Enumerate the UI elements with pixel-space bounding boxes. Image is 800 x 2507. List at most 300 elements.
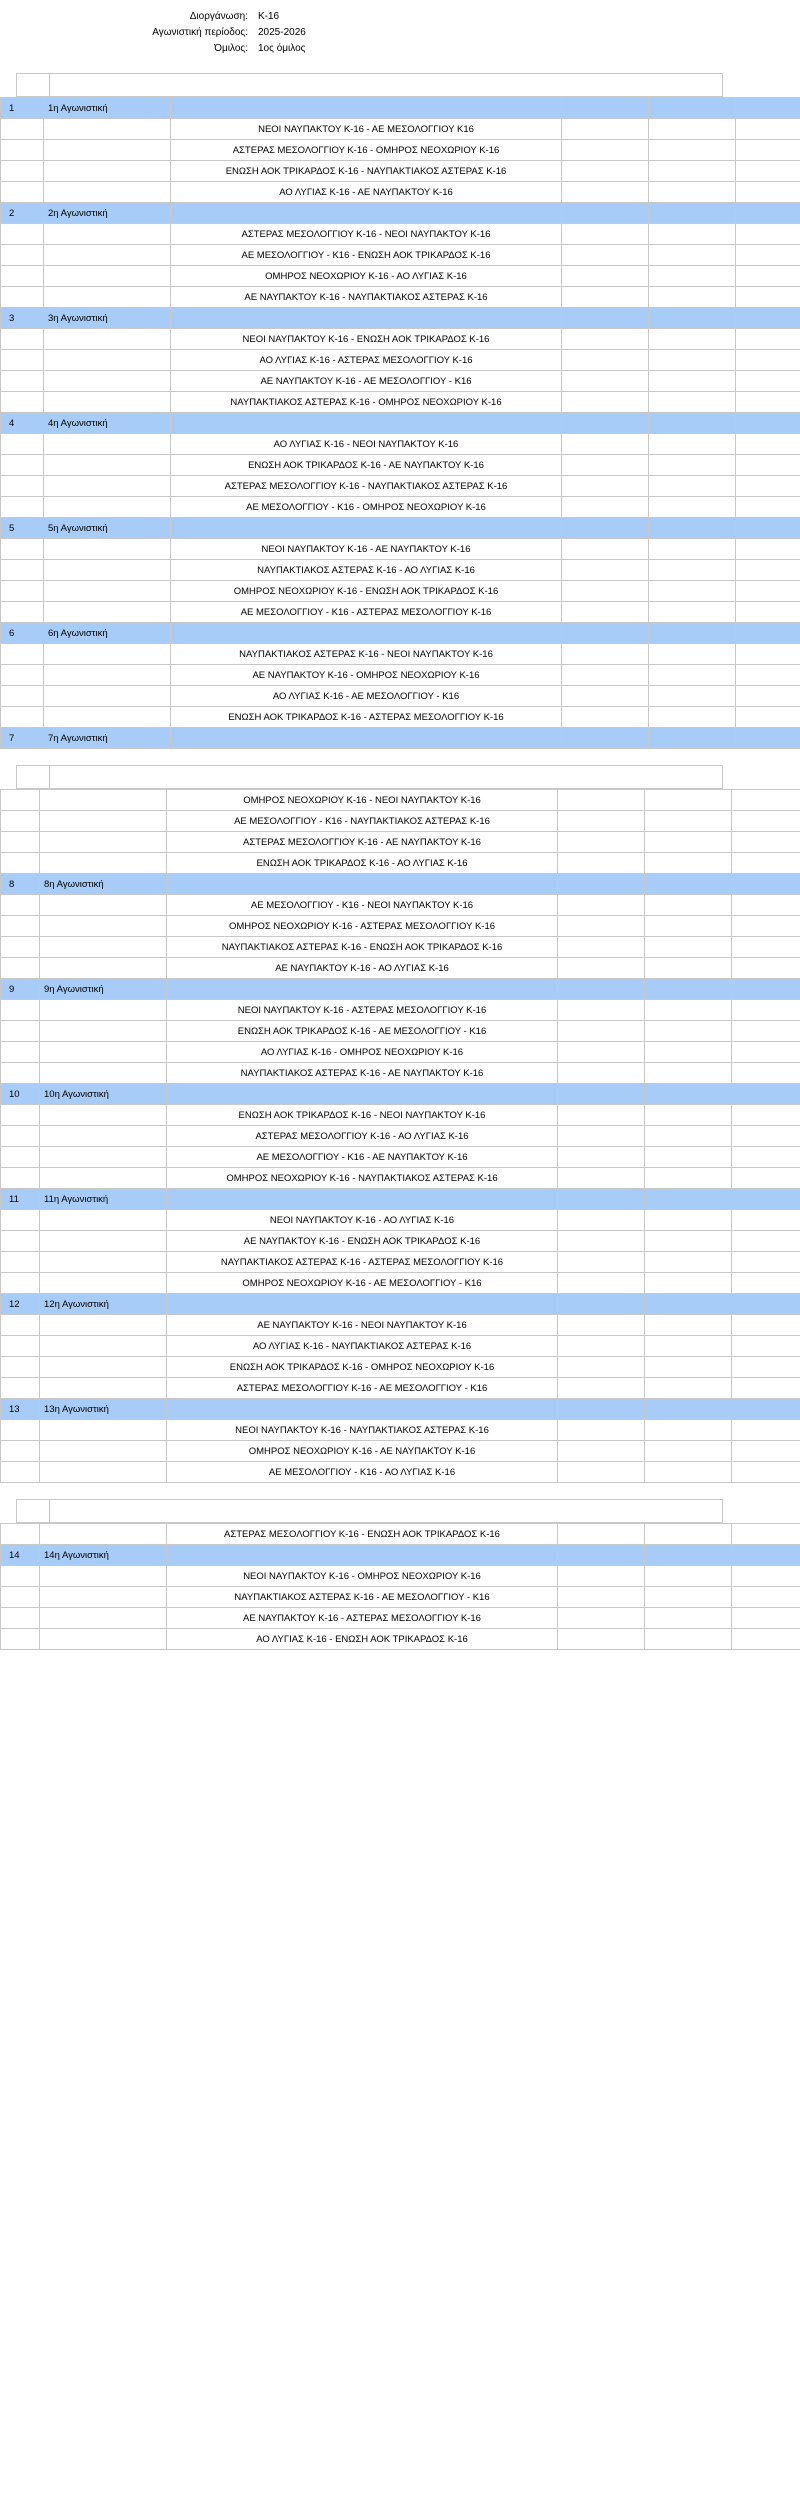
match-date-cell <box>40 958 167 979</box>
match-extra-cell <box>645 1021 732 1042</box>
round-header-row <box>1 874 800 895</box>
match-index-cell <box>1 455 44 476</box>
match-date-cell <box>40 1231 167 1252</box>
match-index-cell <box>1 1042 40 1063</box>
match-row <box>1 497 800 518</box>
round-filler-cell <box>649 413 736 434</box>
round-filler-cell <box>167 1189 558 1210</box>
round-filler-cell <box>562 623 649 644</box>
match-extra-cell <box>558 1231 645 1252</box>
match-teams: ΑΣΤΕΡΑΣ ΜΕΣΟΛΟΓΓΙΟΥ Κ-16 - ΟΜΗΡΟΣ ΝΕΟΧΩΡΙΟΥ Κ-16 <box>171 140 562 161</box>
match-index-cell <box>1 1441 40 1462</box>
match-extra-cell <box>736 434 800 455</box>
round-filler-cell <box>558 1399 645 1420</box>
match-index-cell <box>1 958 40 979</box>
match-index-cell <box>1 1357 40 1378</box>
match-row <box>1 1420 800 1441</box>
match-index-cell <box>1 350 44 371</box>
match-extra-cell <box>562 224 649 245</box>
match-teams: ΝΑΥΠΑΚΤΙΑΚΟΣ ΑΣΤΕΡΑΣ Κ-16 - ΑΟ ΛΥΓΙΑΣ Κ-16 <box>171 560 562 581</box>
match-index-cell <box>1 119 44 140</box>
match-extra-cell <box>649 119 736 140</box>
match-index-cell <box>1 140 44 161</box>
match-date-cell <box>44 371 171 392</box>
round-number: 11 <box>1 1189 40 1210</box>
match-extra-cell <box>736 266 800 287</box>
match-extra-cell <box>736 350 800 371</box>
match-date-cell <box>40 1168 167 1189</box>
round-header-row <box>1 308 800 329</box>
round-label: 11η Αγωνιστική <box>40 1189 167 1210</box>
match-extra-cell <box>649 560 736 581</box>
match-extra-cell <box>558 1524 645 1545</box>
match-extra-cell <box>649 434 736 455</box>
block-banner <box>16 765 723 789</box>
meta-row-season <box>0 25 800 41</box>
match-extra-cell <box>558 1042 645 1063</box>
match-index-cell <box>1 1378 40 1399</box>
match-row <box>1 665 800 686</box>
match-index-cell <box>1 1126 40 1147</box>
match-teams: ΟΜΗΡΟΣ ΝΕΟΧΩΡΙΟΥ Κ-16 - ΑΕ ΝΑΥΠΑΚΤΟΥ Κ-16 <box>167 1441 558 1462</box>
match-extra-cell <box>732 1608 800 1629</box>
match-row <box>1 476 800 497</box>
match-extra-cell <box>649 245 736 266</box>
match-extra-cell <box>732 1441 800 1462</box>
match-index-cell <box>1 895 40 916</box>
match-extra-cell <box>558 1147 645 1168</box>
match-extra-cell <box>732 1524 800 1545</box>
match-date-cell <box>40 1336 167 1357</box>
match-index-cell <box>1 497 44 518</box>
match-row <box>1 392 800 413</box>
match-extra-cell <box>649 581 736 602</box>
match-row <box>1 329 800 350</box>
match-index-cell <box>1 1524 40 1545</box>
fixture-table <box>0 1523 800 1650</box>
match-date-cell <box>40 1420 167 1441</box>
match-row <box>1 539 800 560</box>
match-index-cell <box>1 329 44 350</box>
match-index-cell <box>1 266 44 287</box>
match-teams: ΑΣΤΕΡΑΣ ΜΕΣΟΛΟΓΓΙΟΥ Κ-16 - ΝΕΟΙ ΝΑΥΠΑΚΤΟΥ Κ-16 <box>171 224 562 245</box>
round-filler-cell <box>645 1084 732 1105</box>
match-index-cell <box>1 1608 40 1629</box>
round-filler-cell <box>167 1084 558 1105</box>
match-extra-cell <box>562 266 649 287</box>
round-label: 1η Αγωνιστική <box>44 98 171 119</box>
match-date-cell <box>40 1042 167 1063</box>
match-extra-cell <box>562 455 649 476</box>
round-filler-cell <box>171 308 562 329</box>
match-extra-cell <box>645 916 732 937</box>
match-extra-cell <box>732 937 800 958</box>
round-filler-cell <box>732 1084 800 1105</box>
round-header-row <box>1 1189 800 1210</box>
match-row <box>1 895 800 916</box>
match-extra-cell <box>736 581 800 602</box>
match-extra-cell <box>558 1336 645 1357</box>
match-row <box>1 371 800 392</box>
match-date-cell <box>40 1147 167 1168</box>
fixture-blocks <box>0 73 800 1666</box>
match-extra-cell <box>558 1210 645 1231</box>
match-date-cell <box>40 916 167 937</box>
match-teams: ΟΜΗΡΟΣ ΝΕΟΧΩΡΙΟΥ Κ-16 - ΑΕ ΜΕΣΟΛΟΓΓΙΟΥ - Κ16 <box>167 1273 558 1294</box>
round-number: 5 <box>1 518 44 539</box>
round-filler-cell <box>562 413 649 434</box>
round-filler-cell <box>562 308 649 329</box>
match-row <box>1 245 800 266</box>
match-extra-cell <box>732 895 800 916</box>
match-teams: ΑΕ ΝΑΥΠΑΚΤΟΥ Κ-16 - ΝΑΥΠΑΚΤΙΑΚΟΣ ΑΣΤΕΡΑΣ Κ-16 <box>171 287 562 308</box>
match-extra-cell <box>562 644 649 665</box>
match-extra-cell <box>558 958 645 979</box>
round-number: 3 <box>1 308 44 329</box>
match-teams: ΟΜΗΡΟΣ ΝΕΟΧΩΡΙΟΥ Κ-16 - ΕΝΩΣΗ ΑΟΚ ΤΡΙΚΑΡΔΟΣ Κ-16 <box>171 581 562 602</box>
match-extra-cell <box>558 1252 645 1273</box>
match-extra-cell <box>732 1021 800 1042</box>
match-teams: ΝΕΟΙ ΝΑΥΠΑΚΤΟΥ Κ-16 - ΑΕ ΝΑΥΠΑΚΤΟΥ Κ-16 <box>171 539 562 560</box>
round-header-row <box>1 1399 800 1420</box>
meta-label-group: Όμιλος: <box>214 43 248 54</box>
round-number: 12 <box>1 1294 40 1315</box>
match-teams: ΑΕ ΝΑΥΠΑΚΤΟΥ Κ-16 - ΝΕΟΙ ΝΑΥΠΑΚΤΟΥ Κ-16 <box>167 1315 558 1336</box>
match-date-cell <box>44 602 171 623</box>
match-extra-cell <box>562 182 649 203</box>
match-index-cell <box>1 707 44 728</box>
match-index-cell <box>1 1273 40 1294</box>
match-extra-cell <box>645 1378 732 1399</box>
round-filler-cell <box>645 1545 732 1566</box>
match-extra-cell <box>558 1587 645 1608</box>
round-filler-cell <box>171 203 562 224</box>
round-filler-cell <box>736 203 800 224</box>
match-index-cell <box>1 1000 40 1021</box>
match-row <box>1 707 800 728</box>
match-index-cell <box>1 1336 40 1357</box>
match-extra-cell <box>736 560 800 581</box>
round-header-row <box>1 1084 800 1105</box>
match-extra-cell <box>732 1042 800 1063</box>
match-date-cell <box>40 895 167 916</box>
round-filler-cell <box>562 518 649 539</box>
match-date-cell <box>40 811 167 832</box>
match-extra-cell <box>736 392 800 413</box>
match-date-cell <box>40 1063 167 1084</box>
match-date-cell <box>44 665 171 686</box>
round-number: 4 <box>1 413 44 434</box>
match-row <box>1 644 800 665</box>
match-teams: ΑΕ ΝΑΥΠΑΚΤΟΥ Κ-16 - ΑΟ ΛΥΓΙΑΣ Κ-16 <box>167 958 558 979</box>
match-extra-cell <box>558 1126 645 1147</box>
match-teams: ΝΕΟΙ ΝΑΥΠΑΚΤΟΥ Κ-16 - ΑΟ ΛΥΓΙΑΣ Κ-16 <box>167 1210 558 1231</box>
match-row <box>1 119 800 140</box>
match-extra-cell <box>562 707 649 728</box>
match-extra-cell <box>649 392 736 413</box>
match-extra-cell <box>645 1420 732 1441</box>
match-index-cell <box>1 476 44 497</box>
round-filler-cell <box>736 98 800 119</box>
match-row <box>1 1441 800 1462</box>
match-extra-cell <box>649 476 736 497</box>
match-row <box>1 1252 800 1273</box>
match-row <box>1 1273 800 1294</box>
match-extra-cell <box>645 1168 732 1189</box>
match-extra-cell <box>649 665 736 686</box>
round-filler-cell <box>649 623 736 644</box>
match-teams: ΝΑΥΠΑΚΤΙΑΚΟΣ ΑΣΤΕΡΑΣ Κ-16 - ΑΣΤΕΡΑΣ ΜΕΣΟΛΟΓΓΙΟΥ Κ-16 <box>167 1252 558 1273</box>
match-row <box>1 1021 800 1042</box>
round-header-row <box>1 518 800 539</box>
match-extra-cell <box>645 1587 732 1608</box>
match-index-cell <box>1 1315 40 1336</box>
match-extra-cell <box>562 329 649 350</box>
match-date-cell <box>44 329 171 350</box>
match-extra-cell <box>732 1252 800 1273</box>
match-index-cell <box>1 539 44 560</box>
match-row <box>1 1126 800 1147</box>
match-extra-cell <box>736 539 800 560</box>
round-filler-cell <box>649 98 736 119</box>
match-teams: ΑΕ ΜΕΣΟΛΟΓΓΙΟΥ - Κ16 - ΑΕ ΝΑΥΠΑΚΤΟΥ Κ-16 <box>167 1147 558 1168</box>
match-index-cell <box>1 665 44 686</box>
match-extra-cell <box>645 1462 732 1483</box>
match-index-cell <box>1 224 44 245</box>
match-index-cell <box>1 811 40 832</box>
match-extra-cell <box>645 1147 732 1168</box>
match-teams: ΑΕ ΝΑΥΠΑΚΤΟΥ Κ-16 - ΕΝΩΣΗ ΑΟΚ ΤΡΙΚΑΡΔΟΣ Κ-16 <box>167 1231 558 1252</box>
match-extra-cell <box>732 916 800 937</box>
match-teams: ΑΟ ΛΥΓΙΑΣ Κ-16 - ΑΕ ΜΕΣΟΛΟΓΓΙΟΥ - Κ16 <box>171 686 562 707</box>
round-number: 1 <box>1 98 44 119</box>
match-extra-cell <box>558 1105 645 1126</box>
match-extra-cell <box>736 602 800 623</box>
match-row <box>1 224 800 245</box>
match-extra-cell <box>649 707 736 728</box>
banner-cell <box>50 1500 723 1523</box>
match-extra-cell <box>558 1462 645 1483</box>
match-index-cell <box>1 686 44 707</box>
match-teams: ΝΕΟΙ ΝΑΥΠΑΚΤΟΥ Κ-16 - ΑΕ ΜΕΣΟΛΟΓΓΙΟΥ Κ16 <box>171 119 562 140</box>
match-extra-cell <box>645 1357 732 1378</box>
match-extra-cell <box>736 287 800 308</box>
match-extra-cell <box>732 1315 800 1336</box>
match-extra-cell <box>562 686 649 707</box>
match-date-cell <box>40 832 167 853</box>
match-date-cell <box>40 1357 167 1378</box>
banner-cell <box>50 74 723 97</box>
round-number: 2 <box>1 203 44 224</box>
match-teams: ΟΜΗΡΟΣ ΝΕΟΧΩΡΙΟΥ Κ-16 - ΝΑΥΠΑΚΤΙΑΚΟΣ ΑΣΤΕΡΑΣ Κ-16 <box>167 1168 558 1189</box>
match-extra-cell <box>649 266 736 287</box>
match-date-cell <box>40 1441 167 1462</box>
match-teams: ΝΕΟΙ ΝΑΥΠΑΚΤΟΥ Κ-16 - ΑΣΤΕΡΑΣ ΜΕΣΟΛΟΓΓΙΟΥ Κ-16 <box>167 1000 558 1021</box>
match-date-cell <box>40 1210 167 1231</box>
match-extra-cell <box>732 1462 800 1483</box>
match-extra-cell <box>649 350 736 371</box>
match-row <box>1 1042 800 1063</box>
round-label: 6η Αγωνιστική <box>44 623 171 644</box>
match-date-cell <box>40 937 167 958</box>
match-extra-cell <box>732 811 800 832</box>
match-extra-cell <box>736 161 800 182</box>
match-teams: ΑΕ ΝΑΥΠΑΚΤΟΥ Κ-16 - ΑΣΤΕΡΑΣ ΜΕΣΟΛΟΓΓΙΟΥ Κ-16 <box>167 1608 558 1629</box>
match-date-cell <box>40 1252 167 1273</box>
match-extra-cell <box>645 958 732 979</box>
match-row <box>1 182 800 203</box>
match-extra-cell <box>558 895 645 916</box>
round-label: 2η Αγωνιστική <box>44 203 171 224</box>
match-extra-cell <box>645 1336 732 1357</box>
competition-meta <box>0 6 800 57</box>
match-extra-cell <box>645 1210 732 1231</box>
match-extra-cell <box>732 1629 800 1650</box>
match-extra-cell <box>732 1357 800 1378</box>
round-filler-cell <box>736 413 800 434</box>
match-extra-cell <box>736 224 800 245</box>
match-date-cell <box>44 182 171 203</box>
match-teams: ΝΕΟΙ ΝΑΥΠΑΚΤΟΥ Κ-16 - ΕΝΩΣΗ ΑΟΚ ΤΡΙΚΑΡΔΟΣ Κ-16 <box>171 329 562 350</box>
round-label: 8η Αγωνιστική <box>40 874 167 895</box>
match-date-cell <box>40 1587 167 1608</box>
round-filler-cell <box>649 728 736 749</box>
match-extra-cell <box>562 434 649 455</box>
block-banner <box>16 1499 723 1523</box>
match-index-cell <box>1 916 40 937</box>
match-extra-cell <box>558 1168 645 1189</box>
match-row <box>1 1147 800 1168</box>
match-teams: ΑΣΤΕΡΑΣ ΜΕΣΟΛΟΓΓΙΟΥ Κ-16 - ΕΝΩΣΗ ΑΟΚ ΤΡΙΚΑΡΔΟΣ Κ-16 <box>167 1524 558 1545</box>
match-row <box>1 1587 800 1608</box>
match-extra-cell <box>558 937 645 958</box>
match-extra-cell <box>736 245 800 266</box>
round-number: 14 <box>1 1545 40 1566</box>
match-date-cell <box>40 1000 167 1021</box>
round-filler-cell <box>732 1545 800 1566</box>
round-filler-cell <box>167 874 558 895</box>
match-extra-cell <box>645 1231 732 1252</box>
match-row <box>1 455 800 476</box>
match-teams: ΝΑΥΠΑΚΤΙΑΚΟΣ ΑΣΤΕΡΑΣ Κ-16 - ΝΕΟΙ ΝΑΥΠΑΚΤΟΥ Κ-16 <box>171 644 562 665</box>
round-filler-cell <box>732 1294 800 1315</box>
match-extra-cell <box>649 182 736 203</box>
match-extra-cell <box>736 182 800 203</box>
meta-row-competition <box>0 9 800 25</box>
match-extra-cell <box>736 497 800 518</box>
match-extra-cell <box>649 140 736 161</box>
match-extra-cell <box>558 1420 645 1441</box>
match-extra-cell <box>645 1252 732 1273</box>
match-index-cell <box>1 644 44 665</box>
match-date-cell <box>44 581 171 602</box>
match-index-cell <box>1 1231 40 1252</box>
round-label: 5η Αγωνιστική <box>44 518 171 539</box>
match-extra-cell <box>558 1021 645 1042</box>
match-index-cell <box>1 853 40 874</box>
round-filler-cell <box>558 979 645 1000</box>
match-extra-cell <box>732 1147 800 1168</box>
round-header-row <box>1 203 800 224</box>
match-extra-cell <box>558 853 645 874</box>
block-banner <box>16 73 723 97</box>
match-extra-cell <box>558 811 645 832</box>
match-extra-cell <box>558 832 645 853</box>
match-teams: ΑΣΤΕΡΑΣ ΜΕΣΟΛΟΓΓΙΟΥ Κ-16 - ΑΕ ΝΑΥΠΑΚΤΟΥ Κ-16 <box>167 832 558 853</box>
round-filler-cell <box>645 874 732 895</box>
match-index-cell <box>1 1147 40 1168</box>
match-teams: ΑΟ ΛΥΓΙΑΣ Κ-16 - ΟΜΗΡΟΣ ΝΕΟΧΩΡΙΟΥ Κ-16 <box>167 1042 558 1063</box>
match-teams: ΑΕ ΝΑΥΠΑΚΤΟΥ Κ-16 - ΟΜΗΡΟΣ ΝΕΟΧΩΡΙΟΥ Κ-16 <box>171 665 562 686</box>
match-row <box>1 1168 800 1189</box>
match-date-cell <box>40 1273 167 1294</box>
meta-value-group: 1ος όμιλος <box>258 43 306 54</box>
banner-cell <box>17 766 50 789</box>
match-teams: ΝΑΥΠΑΚΤΙΑΚΟΣ ΑΣΤΕΡΑΣ Κ-16 - ΕΝΩΣΗ ΑΟΚ ΤΡΙΚΑΡΔΟΣ Κ-16 <box>167 937 558 958</box>
match-teams: ΑΣΤΕΡΑΣ ΜΕΣΟΛΟΓΓΙΟΥ Κ-16 - ΑΟ ΛΥΓΙΑΣ Κ-16 <box>167 1126 558 1147</box>
match-teams: ΟΜΗΡΟΣ ΝΕΟΧΩΡΙΟΥ Κ-16 - ΑΣΤΕΡΑΣ ΜΕΣΟΛΟΓΓΙΟΥ Κ-16 <box>167 916 558 937</box>
round-filler-cell <box>645 1189 732 1210</box>
match-extra-cell <box>649 329 736 350</box>
match-extra-cell <box>732 1587 800 1608</box>
round-filler-cell <box>171 98 562 119</box>
match-date-cell <box>44 161 171 182</box>
match-teams: ΑΟ ΛΥΓΙΑΣ Κ-16 - ΝΑΥΠΑΚΤΙΑΚΟΣ ΑΣΤΕΡΑΣ Κ-16 <box>167 1336 558 1357</box>
fixture-table <box>0 97 800 749</box>
round-header-row <box>1 979 800 1000</box>
match-extra-cell <box>732 1126 800 1147</box>
match-row <box>1 1000 800 1021</box>
match-teams: ΝΑΥΠΑΚΤΙΑΚΟΣ ΑΣΤΕΡΑΣ Κ-16 - ΑΕ ΜΕΣΟΛΟΓΓΙΟΥ - Κ16 <box>167 1587 558 1608</box>
match-teams: ΝΑΥΠΑΚΤΙΑΚΟΣ ΑΣΤΕΡΑΣ Κ-16 - ΟΜΗΡΟΣ ΝΕΟΧΩΡΙΟΥ Κ-16 <box>171 392 562 413</box>
round-header-row <box>1 98 800 119</box>
match-row <box>1 602 800 623</box>
match-date-cell <box>40 1315 167 1336</box>
meta-label-competition: Διοργάνωση: <box>189 11 248 22</box>
match-date-cell <box>44 140 171 161</box>
match-extra-cell <box>562 371 649 392</box>
match-extra-cell <box>645 895 732 916</box>
match-extra-cell <box>562 350 649 371</box>
round-number: 6 <box>1 623 44 644</box>
round-filler-cell <box>167 979 558 1000</box>
match-extra-cell <box>649 644 736 665</box>
match-row <box>1 1336 800 1357</box>
round-header-row <box>1 1545 800 1566</box>
meta-row-group <box>0 41 800 57</box>
match-date-cell <box>40 1126 167 1147</box>
match-index-cell <box>1 832 40 853</box>
match-index-cell <box>1 287 44 308</box>
match-index-cell <box>1 1063 40 1084</box>
round-label: 7η Αγωνιστική <box>44 728 171 749</box>
round-filler-cell <box>732 1189 800 1210</box>
match-extra-cell <box>645 1566 732 1587</box>
match-teams: ΑΕ ΜΕΣΟΛΟΓΓΙΟΥ - Κ16 - ΕΝΩΣΗ ΑΟΚ ΤΡΙΚΑΡΔΟΣ Κ-16 <box>171 245 562 266</box>
match-extra-cell <box>562 287 649 308</box>
match-extra-cell <box>732 1105 800 1126</box>
round-filler-cell <box>732 979 800 1000</box>
round-filler-cell <box>171 623 562 644</box>
block-gap <box>0 749 800 765</box>
match-extra-cell <box>645 811 732 832</box>
match-teams: ΝΕΟΙ ΝΑΥΠΑΚΤΟΥ Κ-16 - ΝΑΥΠΑΚΤΙΑΚΟΣ ΑΣΤΕΡΑΣ Κ-16 <box>167 1420 558 1441</box>
round-filler-cell <box>645 1399 732 1420</box>
match-date-cell <box>40 790 167 811</box>
round-label: 4η Αγωνιστική <box>44 413 171 434</box>
match-extra-cell <box>649 161 736 182</box>
match-row <box>1 853 800 874</box>
